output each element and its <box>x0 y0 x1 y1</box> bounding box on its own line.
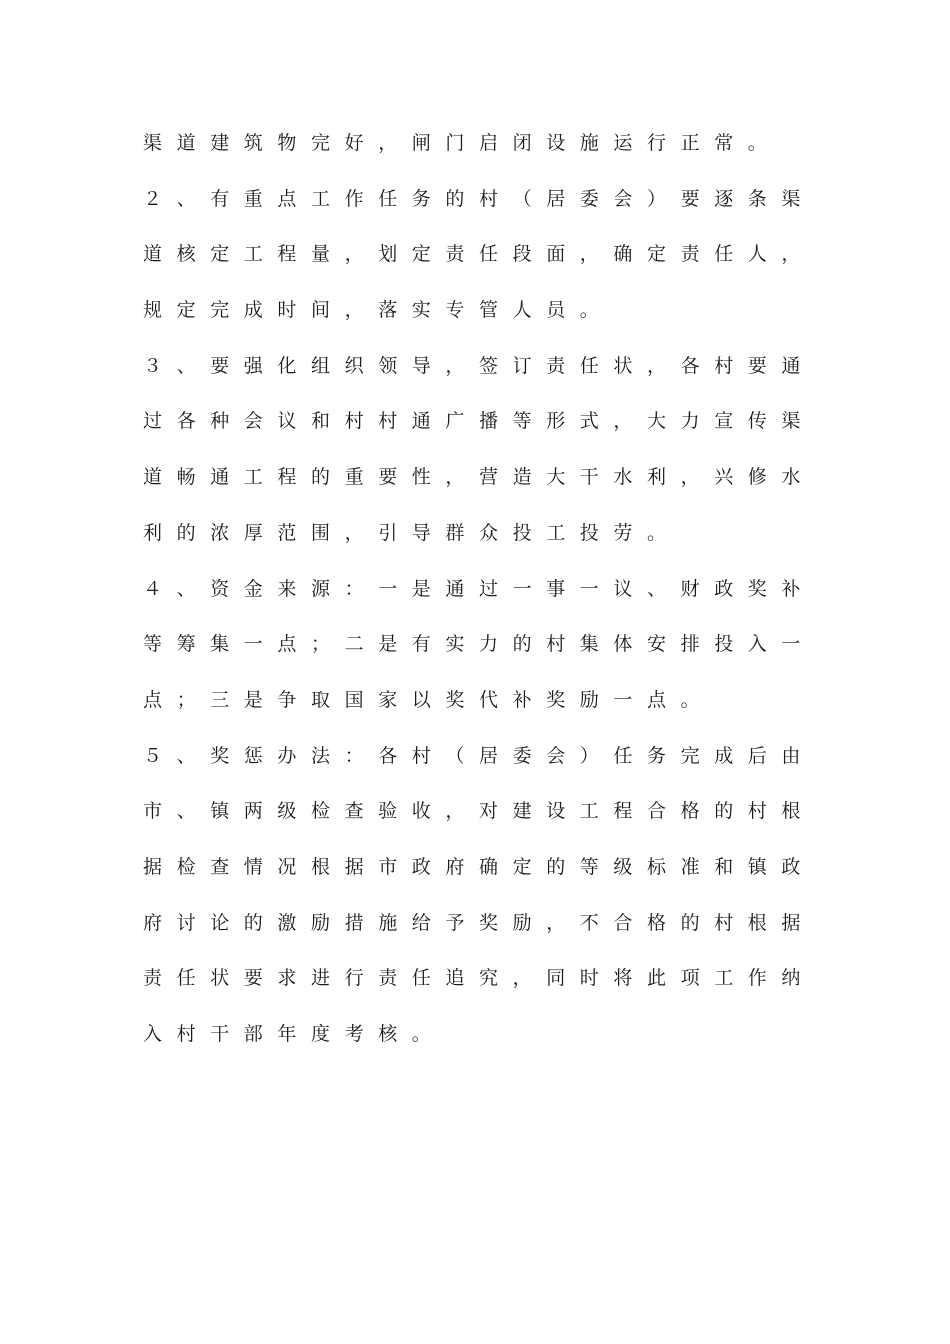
text-line: ２、有重点工作任务的村（居委会）要逐条渠 <box>143 187 816 210</box>
body-text <box>143 116 815 1063</box>
text-line: ５、奖惩办法：各村（居委会）任务完成后由 <box>143 744 816 767</box>
text-line: 据检查情况根据市政府确定的等级标准和镇政 <box>143 855 816 878</box>
text-line: 过各种会议和村村通广播等形式，大力宣传渠 <box>143 410 816 433</box>
text-line: 利的浓厚范围，引导群众投工投劳。 <box>143 521 681 544</box>
text-line: 渠道建筑物完好，闸门启闭设施运行正常。 <box>143 132 782 154</box>
text-line: 道畅通工程的重要性，营造大干水利，兴修水 <box>143 466 816 489</box>
text-line: 道核定工程量，划定责任段面，确定责任人， <box>143 243 816 266</box>
text-line: 等筹集一点；二是有实力的村集体安排投入一 <box>143 633 816 656</box>
text-line: 市、镇两级检查验收，对建设工程合格的村根 <box>143 800 816 823</box>
text-line: 府讨论的激励措施给予奖励，不合格的村根据 <box>143 911 816 934</box>
text-line: 点；三是争取国家以奖代补奖励一点。 <box>143 688 715 711</box>
text-line: ３、要强化组织领导，签订责任状，各村要通 <box>143 354 816 377</box>
text-line: 入村干部年度考核。 <box>143 1023 446 1045</box>
text-line: ４、资金来源：一是通过一事一议、财政奖补 <box>143 577 816 600</box>
text-line: 责任状要求进行责任追究，同时将此项工作纳 <box>143 967 816 990</box>
text-line: 规定完成时间，落实专管人员。 <box>143 299 614 322</box>
